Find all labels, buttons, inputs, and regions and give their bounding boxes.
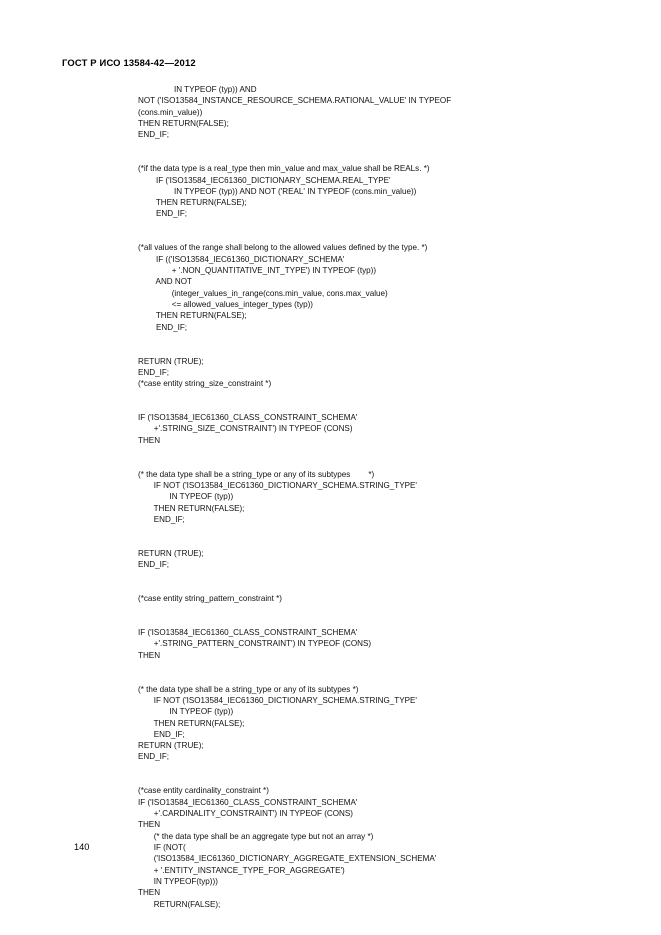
code-line: IF NOT ('ISO13584_IEC61360_DICTIONARY_SCHEMA.STRING_TYPE' [138, 695, 417, 705]
code-line [138, 774, 608, 785]
code-line: THEN [138, 650, 161, 660]
code-line: <= allowed_values_integer_types (typ)) [138, 299, 314, 309]
code-line: ('ISO13584_IEC61360_DICTIONARY_AGGREGATE_EXTENSION_SCHEMA' [138, 854, 437, 864]
code-line: IF ('ISO13584_IEC61360_CLASS_CONSTRAINT_SCHEMA' [138, 797, 358, 807]
code-line: (*case entity string_size_constraint *) [138, 379, 272, 389]
code-line: NOT ('ISO13584_INSTANCE_RESOURCE_SCHEMA.RATIONAL_VALUE' IN TYPEOF [138, 96, 452, 106]
code-line [138, 389, 608, 400]
code-line: END_IF; [138, 209, 188, 219]
code-line: (*case entity cardinality_constraint *) [138, 786, 269, 796]
code-line: END_IF; [138, 367, 170, 377]
code-line: IN TYPEOF(typ))) [138, 876, 218, 886]
code-line [138, 763, 608, 774]
code-line [138, 344, 608, 355]
code-line: THEN [138, 888, 161, 898]
code-line: THEN RETURN(FALSE); [138, 198, 247, 208]
code-line: IN TYPEOF (typ)) AND [138, 85, 257, 94]
code-line: IF NOT ('ISO13584_IEC61360_DICTIONARY_SCHEMA.STRING_TYPE' [138, 480, 417, 490]
code-line: (*all values of the range shall belong to the allowed values defined by the type. *) [138, 243, 428, 253]
code-line: THEN RETURN(FALSE); [138, 718, 245, 728]
code-line: IF (NOT( [138, 842, 186, 852]
code-line: IF (('ISO13584_IEC61360_DICTIONARY_SCHEMA' [138, 254, 345, 264]
code-line [138, 141, 608, 152]
code-line [138, 457, 608, 468]
code-line: +'.CARDINALITY_CONSTRAINT') IN TYPEOF (CONS) [138, 809, 353, 818]
code-line: IF ('ISO13584_IEC61360_DICTIONARY_SCHEMA.REAL_TYPE' [138, 175, 391, 185]
code-line: RETURN(FALSE); [138, 899, 221, 909]
code-line [138, 220, 608, 231]
code-line [138, 570, 608, 581]
code-line [138, 661, 608, 672]
code-line [138, 604, 608, 615]
code-line: END_IF; [138, 560, 170, 570]
code-line [138, 537, 608, 548]
code-line: THEN RETURN(FALSE); [138, 311, 247, 321]
code-line [138, 525, 608, 536]
code-line: (*if the data type is a real_type then min_value and max_value shall be REALs. *) [138, 164, 430, 174]
code-line: + '.ENTITY_INSTANCE_TYPE_FOR_AGGREGATE') [138, 865, 345, 875]
code-line [138, 231, 608, 242]
document-standard-header: ГОСТ Р ИСО 13584-42—2012 [62, 57, 196, 68]
code-line: +'.STRING_PATTERN_CONSTRAINT') IN TYPEOF (CONS) [138, 639, 372, 649]
code-line [138, 582, 608, 593]
code-line: (* the data type shall be an aggregate type but not an array *) [138, 831, 374, 841]
code-line: (* the data type shall be a string_type or any of its subtypes *) [138, 684, 359, 694]
code-line: + '.NON_QUANTITATIVE_INT_TYPE') IN TYPEOF (typ)) [138, 266, 377, 275]
code-line [138, 152, 608, 163]
code-line: IF ('ISO13584_IEC61360_CLASS_CONSTRAINT_SCHEMA' [138, 628, 358, 637]
code-line: RETURN (TRUE); [138, 548, 204, 558]
code-line: THEN RETURN(FALSE); [138, 118, 229, 128]
code-line [138, 401, 608, 412]
code-line [138, 616, 608, 627]
code-line: END_IF; [138, 322, 188, 332]
code-line: THEN RETURN(FALSE); [138, 503, 245, 513]
code-line: RETURN (TRUE); [138, 741, 204, 751]
code-line: IN TYPEOF (typ)) AND NOT ('REAL' IN TYPEOF (cons.min_value)) [138, 186, 417, 196]
code-line: THEN [138, 435, 161, 445]
code-line [138, 672, 608, 683]
code-line: END_IF; [138, 514, 185, 524]
code-line: IF ('ISO13584_IEC61360_CLASS_CONSTRAINT_SCHEMA' [138, 413, 358, 423]
code-line [138, 333, 608, 344]
code-line: THEN [138, 820, 161, 830]
code-line: (*case entity string_pattern_constraint *) [138, 594, 282, 604]
code-line: IN TYPEOF (typ)) [138, 492, 234, 502]
express-code-listing [138, 84, 608, 910]
code-line: END_IF; [138, 130, 170, 140]
code-line: END_IF; [138, 729, 185, 739]
code-line: (* the data type shall be a string_type or any of its subtypes *) [138, 469, 375, 479]
code-line: AND NOT [138, 277, 192, 287]
code-line: RETURN (TRUE); [138, 356, 204, 366]
code-line: +'.STRING_SIZE_CONSTRAINT') IN TYPEOF (CONS) [138, 424, 353, 434]
code-line: (integer_values_in_range(cons.min_value, cons.max_value) [138, 288, 388, 298]
code-line: IN TYPEOF (typ)) [138, 707, 234, 717]
code-line [138, 446, 608, 457]
code-line: END_IF; [138, 752, 170, 762]
page-number: 140 [74, 842, 90, 852]
code-line: (cons.min_value)) [138, 107, 203, 117]
